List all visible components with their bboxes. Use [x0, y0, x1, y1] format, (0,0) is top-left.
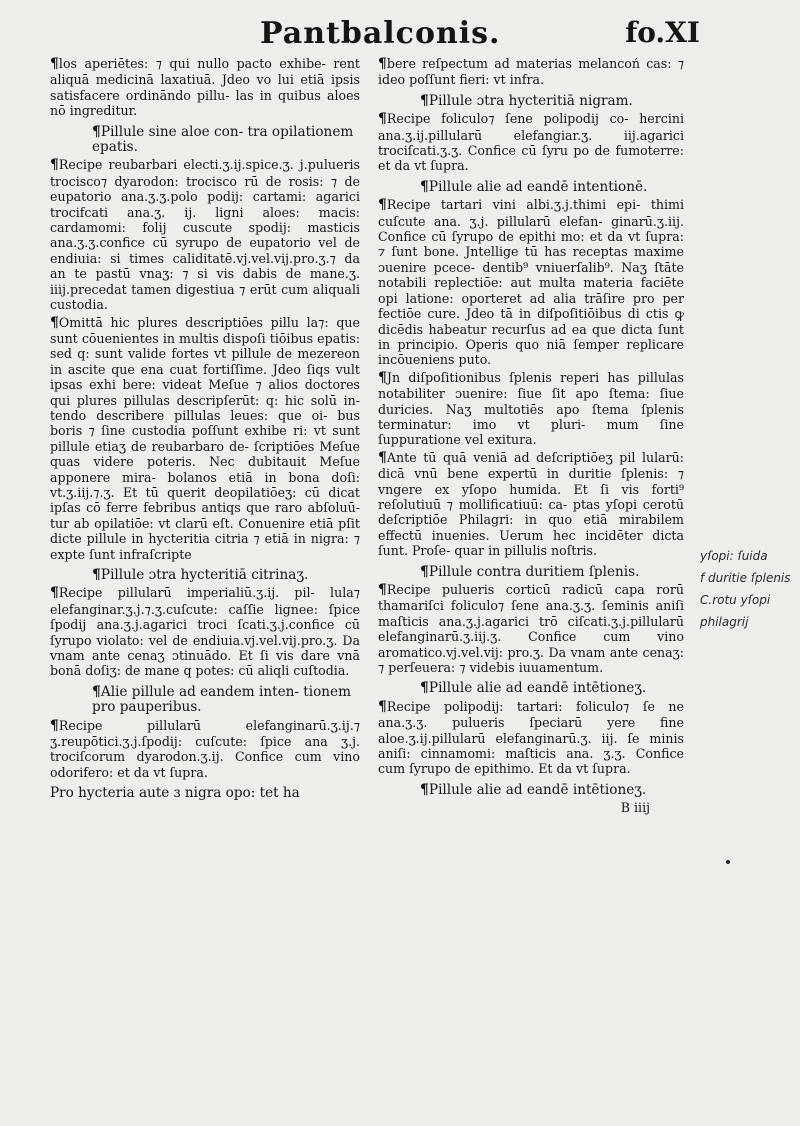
- running-title: Pantbalconis.: [260, 16, 501, 51]
- pilcrow-icon: ¶: [92, 123, 101, 140]
- pilcrow-icon: ¶: [378, 369, 387, 386]
- margin-note: yſopi: ſuida: [700, 549, 768, 563]
- section-heading: [378, 783, 684, 798]
- pilcrow-icon: ¶: [50, 314, 59, 331]
- paragraph-text: los aperiētes: ⁊ qui nullo pacto exhibe- rent aliquā medicinā laxatiuā. Jdeo vo lui etiā ipsis satisfacere ordināndo pillu- las in quibus aloes nō ingreditur.: [50, 56, 360, 119]
- paragraph-text: Alie pillule ad eandem inten- tionem pro pauperibus.: [92, 683, 351, 716]
- margin-note: philagrij: [700, 615, 749, 629]
- paragraph: [378, 197, 684, 367]
- pilcrow-icon: ¶: [378, 582, 387, 598]
- pilcrow-icon: ¶: [92, 567, 101, 583]
- paragraph: [378, 450, 684, 559]
- paragraph-text: Omittā hic plures descriptiōes pillu la⁊: que sunt cōuenientes in multis dispoſi tiōibus epatis: sed q: sunt valide fortes vt pillule de mezereon in ascite que ena cuat fortiſſime. Jdeo ſiqs vult ipsas exhi bere: videat Meſue ⁊ alios doctores qui plures pillulas descripſerūt: q: hic solū in- tendo describere pillulas leues: que oi- bus boris ⁊ ſine custodia poſſunt exhibe ri: vt sunt pillule etiaʒ de reubarbaro de- ſcriptiōes Meſue quas videre poteris. Nec dubitauit Meſue apponere mira- bolanos etiā in bona doſi: vt.ʒ.iij.⁊.ʒ. Et tū querit deopilatiōeʒ: cū dicat ipſas cō ferre febribus antiqs que raro abſoluū- tur ab opilatiōe: vt clarū eſt. Conuenire etiā pſit dicte pillule in hycteritia citria ⁊ etiā in nigra: ⁊ expte ſunt infraſcripte: [50, 314, 360, 562]
- paragraph-text: Recipe pulueris corticū radicū capa rorū thamariſci foliculo⁊ ſene ana.ʒ.ʒ. ſeminis aniſi maſticis ana.ʒ.j.agarici trō ciſcati.ʒ.j.pillularū elefanginarū.ʒ.iij.ʒ. Confice cum vino aromatico.vj.vel.vij: pro.ʒ. Da vnam ante cenaʒ: ⁊ perſeuera: ⁊ videbis iuuamentum.: [378, 582, 684, 676]
- paragraph-text: Recipe pillularū elefanginarū.ʒ.ij.⁊ ʒ.reupōtici.ʒ.j.ſpodij: cuſcute: ſpice ana ʒ.j. trociſcorum dyarodon.ʒ.ij. Confice cum vino odorifero: et da vt ſupra.: [50, 717, 360, 780]
- paragraph: [50, 718, 360, 781]
- paragraph-text: Recipe reubarbari electi.ʒ.ij.spice.ʒ. j.pulueris trocisco⁊ dyarodon: trocisco rū de rosis: ⁊ de eupatorio ana.ʒ.ʒ.polo podij: cartami: agarici trocifcati ana.ʒ. ij. ligni aloes: macis: cardamomi: folij cuscute spodij: masticis ana.ʒ.ʒ.confice cū syrupo de eupatorio vel de endiuia: si times caliditatē.vj.vel.vij.pro.ʒ.⁊ da an te pastū vnaʒ: ⁊ si vis dabis de mane.ʒ. iiij.precedat tamen digestiua ⁊ erūt cum aliquali custodia.: [50, 157, 360, 313]
- paragraph: [50, 585, 360, 678]
- section-heading: [378, 94, 684, 109]
- section-heading: [50, 568, 360, 583]
- paragraph-text: Jn diſpoſitionibus ſplenis reperi has pillulas notabiliter ɔuenire: ſiue ſit apo ſtema: ſiue duricies. Naʒ multotiēs apo ſtema ſplenis terminatur: imo vt pluri- mum ſine ſuppuratione vel exitura.: [378, 369, 684, 448]
- paragraph: [50, 56, 360, 119]
- pilcrow-icon: ¶: [378, 197, 387, 214]
- paragraph-text: Pillule ɔtra hycteritiā nigram.: [428, 92, 633, 109]
- pilcrow-icon: ¶: [420, 178, 429, 195]
- paragraph-text: Recipe tartari vini albi.ʒ.j.thimi epi- thimi cuſcute ana. ʒ.j. pillularū elefan- ginarū.ʒ.iij. Confice cū ſyrupo de epithi mo: et da vt ſupra: ⁊ ſunt bone. Jntellige tū has receptas maxime ɔuenire pcece- dentib⁹ vniuerſalib⁹. Naʒ ſtāte notabili replectiōe: aut multa materia faciēte opi latione: oporteret ad alia trāſire pro per fectiōe cure. Jdeo tā in diſpoſitiōibus di ctis ꝙ dicēdis habeatur recurſus ad ea que dicta ſunt in principio. Operis quo niā ſemper replicare incōueniens puto.: [378, 197, 684, 368]
- paragraph: [50, 315, 360, 563]
- paragraph-text: bere reſpectum ad materias melancoń cas: ⁊ ideo poſſunt fieri: vt infra.: [378, 56, 684, 88]
- handwritten-margin-notes: [700, 545, 796, 705]
- section-heading: [378, 681, 684, 696]
- section-heading: [378, 565, 684, 580]
- paragraph: [378, 111, 684, 174]
- left-column: [50, 56, 360, 804]
- paragraph-text: Pro hycteria aute ɜ nigra opo: tet ha: [50, 785, 300, 802]
- pilcrow-icon: ¶: [420, 680, 429, 697]
- section-heading: [50, 125, 360, 156]
- pilcrow-icon: ¶: [378, 449, 387, 466]
- paragraph-text: Recipe polipodij: tartari: foliculo⁊ ſe ne ana.ʒ.ʒ. pulueris ſpeciarū yere fine aloe.ʒ.ij.pillularū elefanginarū.ʒ. iij. ſe minis aniſi: cinnamomi: maſticis ana. ʒ.ʒ. Confice cum ſyrupo de epithimo. Et da vt ſupra.: [378, 698, 684, 777]
- pilcrow-icon: ¶: [92, 683, 101, 700]
- paragraph-text: Pillule sine aloe con- tra opilationem epatis.: [92, 123, 354, 156]
- paragraph: [378, 370, 684, 448]
- paragraph-text: Recipe pillularū imperialiū.ʒ.ij. pil- lula⁊ elefanginar.ʒ.j.⁊.ʒ.cuſcute: caſſie lignee: ſpice ſpodij ana.ʒ.j.agarici troci ſcati.ʒ.j.confice cū ſyrupo violato: vel de endiuia.vj.vel.vij.pro.ʒ. Da vnam ante cenaʒ ɔtinuādo. Et ſi vis dare vnā bonā doſiʒ: de mane q potes: cū aliqli cuſtodia.: [50, 585, 360, 679]
- margin-note: C.rotu yſopi: [700, 593, 771, 607]
- section-heading: [50, 685, 360, 716]
- pilcrow-icon: ¶: [378, 698, 387, 715]
- pilcrow-icon: ¶: [378, 111, 387, 128]
- folio-number: fo.XI: [625, 16, 700, 49]
- paragraph: [378, 56, 684, 88]
- ink-spot: [726, 860, 730, 864]
- paragraph: [378, 699, 684, 777]
- margin-note: f duritie ſplenis: [700, 571, 791, 585]
- pilcrow-icon: ¶: [50, 157, 59, 174]
- right-column: [378, 56, 684, 818]
- pilcrow-icon: ¶: [420, 781, 429, 798]
- page-header: [120, 12, 700, 56]
- signature-mark: [378, 800, 684, 815]
- paragraph-text: Pillule alie ad eandē intentionē.: [428, 178, 648, 195]
- pilcrow-icon: ¶: [378, 56, 387, 72]
- paragraph-text: Recipe foliculo⁊ ſene polipodij co- hercini ana.ʒ.ij.pillularū elefangiar.ʒ. iij.agarici trociſcati.ʒ.ʒ. Confice cū ſyru po de fumoterre: et da vt ſupra.: [378, 111, 684, 174]
- paragraph-text: Pillule alie ad eandē intētioneʒ.: [428, 680, 647, 697]
- pilcrow-icon: ¶: [50, 585, 59, 602]
- section-heading: [50, 786, 360, 801]
- pilcrow-icon: ¶: [420, 92, 429, 109]
- pilcrow-icon: ¶: [420, 563, 429, 580]
- paragraph: [50, 157, 360, 312]
- paragraph-text: Pillule contra duritiem ſplenis.: [428, 563, 640, 580]
- pilcrow-icon: ¶: [50, 717, 59, 734]
- paragraph-text: Pillule alie ad eandē intētioneʒ.: [428, 781, 647, 798]
- paragraph-text: Ante tū quā veniā ad deſcriptiōeʒ pil lularū: dicā vnū bene expertū in duritie ſplenis: ⁊ vngere ex yſopo humida. Et ſi vis forti⁹ reſolutiuū ⁊ mollificatiuū: ca- ptas yſopi cerotū deſcriptiōe Philagri: in quo etiā mirabilem effectū inuenies. Uerum hec incidēter dicta ſunt. Proſe- quar in pillulis noſtris.: [378, 449, 684, 559]
- paragraph: [378, 582, 684, 675]
- paragraph-text: Pillule ɔtra hycteritiā citrinaʒ.: [100, 567, 309, 583]
- section-heading: [378, 180, 684, 195]
- pilcrow-icon: ¶: [50, 56, 59, 72]
- paragraph-text: B iiij: [620, 800, 650, 816]
